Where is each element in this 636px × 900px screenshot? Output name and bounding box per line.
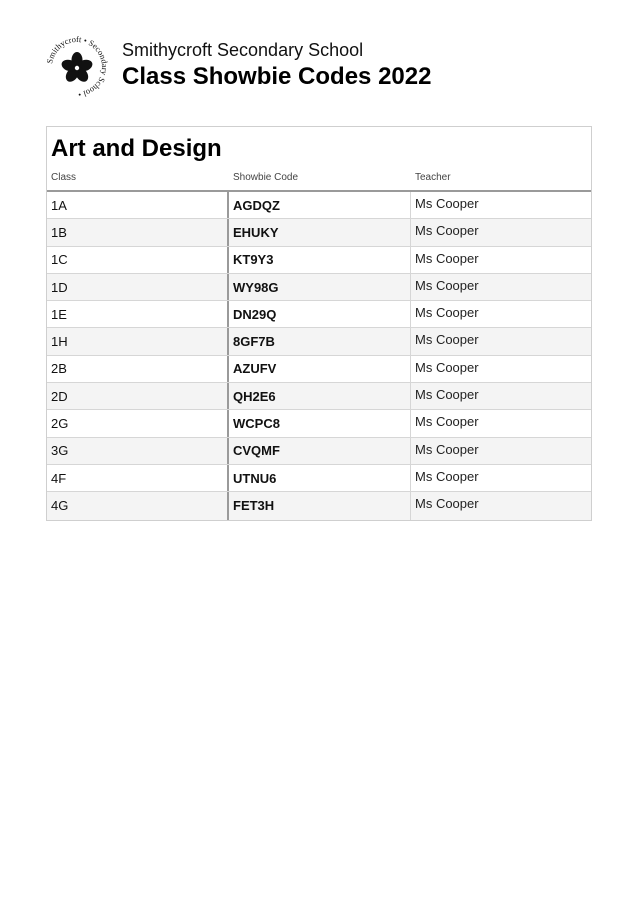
class-cell: 2G [47,410,229,436]
showbie-code-cell: EHUKY [229,219,411,245]
class-cell: 1A [47,192,229,218]
teacher-cell: Ms Cooper [415,277,479,293]
table-row [47,410,591,437]
teacher-cell: Ms Cooper [415,496,479,512]
column-header-code: Showbie Code [233,171,299,183]
showbie-code-cell: AZUFV [229,356,411,382]
codes-table [46,126,592,521]
column-header-class: Class [51,171,77,183]
teacher-cell: Ms Cooper [415,359,479,375]
logo-ring-text: Smithycroft • Secondary School • [45,34,110,99]
table-row [47,356,591,383]
table-header [47,164,591,192]
table-row [47,192,591,219]
teacher-cell: Ms Cooper [415,250,479,266]
showbie-code-cell: FET3H [229,492,411,519]
class-cell: 1D [47,274,229,300]
school-name: Smithycroft Secondary School [122,40,364,60]
table-row [47,274,591,301]
class-cell: 2B [47,356,229,382]
showbie-code-cell: 8GF7B [229,328,411,354]
table-row [47,247,591,274]
table-row [47,328,591,355]
class-cell: 4F [47,465,229,491]
teacher-cell: Ms Cooper [415,223,479,239]
showbie-code-cell: CVQMF [229,438,411,464]
class-cell: 1H [47,328,229,354]
class-cell: 1E [47,301,229,327]
class-cell: 3G [47,438,229,464]
teacher-cell: Ms Cooper [415,332,479,348]
showbie-code-cell: WCPC8 [229,410,411,436]
class-cell: 1C [47,247,229,273]
table-row [47,301,591,328]
teacher-cell: Ms Cooper [415,441,479,457]
class-cell: 4G [47,492,229,519]
table-body [47,192,591,520]
table-row [47,219,591,246]
showbie-code-cell: AGDQZ [229,192,411,218]
class-cell: 2D [47,383,229,409]
showbie-code-cell: DN29Q [229,301,411,327]
class-cell: 1B [47,219,229,245]
teacher-cell: Ms Cooper [415,387,479,403]
subject-title: Art and Design [51,135,222,162]
column-header-teacher: Teacher [415,171,451,183]
teacher-cell: Ms Cooper [415,414,479,430]
showbie-code-cell: QH2E6 [229,383,411,409]
table-row [47,492,591,519]
school-logo-icon [44,34,110,100]
showbie-code-cell: KT9Y3 [229,247,411,273]
table-row [47,438,591,465]
showbie-code-cell: UTNU6 [229,465,411,491]
page-title: Class Showbie Codes 2022 [122,63,432,90]
page-header [44,32,604,102]
teacher-cell: Ms Cooper [415,305,479,321]
teacher-cell: Ms Cooper [415,196,479,211]
showbie-code-cell: WY98G [229,274,411,300]
table-row [47,383,591,410]
teacher-cell: Ms Cooper [415,468,479,484]
table-row [47,465,591,492]
